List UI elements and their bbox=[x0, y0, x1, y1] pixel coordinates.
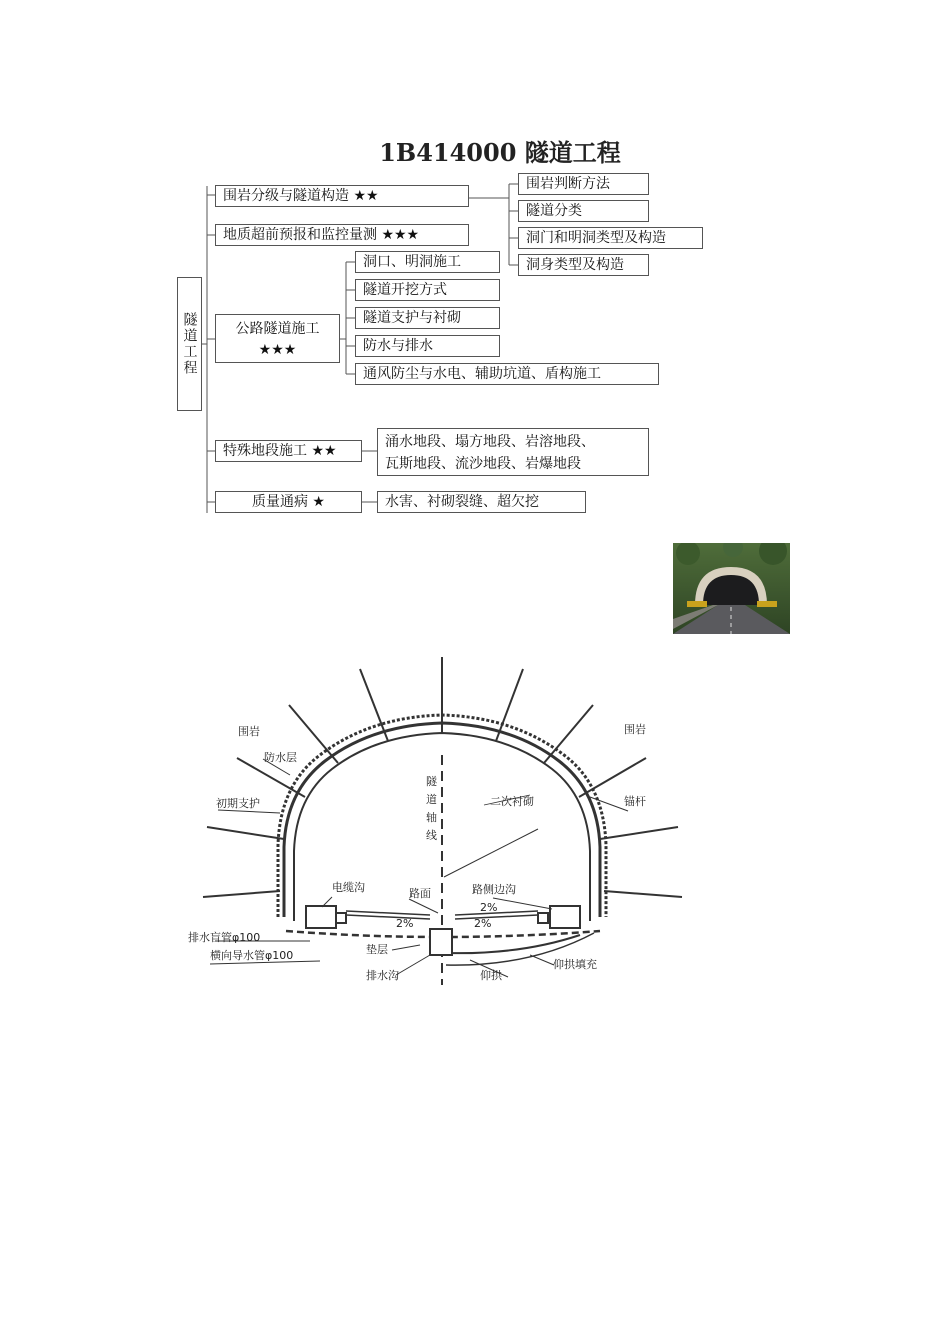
label-chuqi-zhihu: 初期支护 bbox=[216, 797, 260, 810]
tunnel-cross-section bbox=[180, 655, 700, 995]
node-fangshui-paishui: 防水与排水 bbox=[355, 335, 500, 357]
label-paishui-mangguan: 排水盲管φ100 bbox=[188, 931, 261, 944]
node-suidao-fenlei: 隧道分类 bbox=[518, 200, 649, 222]
label-slope-c: 2% bbox=[474, 917, 492, 930]
label-paishuigou: 排水沟 bbox=[366, 969, 399, 982]
label-axis-3: 轴 bbox=[426, 811, 437, 824]
node-zhiliang-tongbing: 质量通病 ★ bbox=[215, 491, 362, 513]
node-tongfeng-shuidian: 通风防尘与水电、辅助坑道、盾构施工 bbox=[355, 363, 659, 385]
label-dianceng: 垫层 bbox=[366, 943, 388, 956]
node-dizhi-yubao: 地质超前预报和监控量测 ★★★ bbox=[215, 224, 469, 246]
label-slope-a: 2% bbox=[480, 901, 498, 914]
node-teshu-diduan: 特殊地段施工 ★★ bbox=[215, 440, 362, 462]
label-weiyan-left: 围岩 bbox=[238, 725, 260, 738]
label-hengxiang-daoshuiguan: 横向导水管φ100 bbox=[210, 949, 294, 962]
label-luce-biangou: 路侧边沟 bbox=[472, 883, 516, 896]
label-yanggong: 仰拱 bbox=[480, 969, 502, 982]
node-kaiwa-fangshi: 隧道开挖方式 bbox=[355, 279, 500, 301]
node-gonglu-suidao bbox=[215, 314, 340, 363]
label-lumian: 路面 bbox=[409, 887, 431, 900]
node-gonglu-stars: ★★★ bbox=[258, 342, 297, 358]
node-teshu-list bbox=[377, 428, 649, 476]
page-title: 1B414000 隧道工程 bbox=[379, 138, 621, 167]
label-axis-1: 隧 bbox=[426, 775, 437, 788]
node-zhihu-chenqi: 隧道支护与衬砌 bbox=[355, 307, 500, 329]
node-teshu-line1: 涌水地段、塌方地段、岩溶地段、 bbox=[385, 434, 595, 450]
label-dianlangou: 电缆沟 bbox=[332, 881, 365, 894]
tunnel-photo bbox=[673, 543, 790, 634]
label-axis-2: 道 bbox=[426, 793, 437, 806]
node-dongmen-mingdong: 洞门和明洞类型及构造 bbox=[518, 227, 703, 249]
label-erci-chenqi: 二次衬砌 bbox=[490, 795, 534, 808]
node-zhiliang-list: 水害、衬砌裂缝、超欠挖 bbox=[377, 491, 586, 513]
node-gonglu-label: 公路隧道施工 bbox=[235, 321, 320, 337]
label-slope-b: 2% bbox=[396, 917, 414, 930]
node-dongshen-leixing: 洞身类型及构造 bbox=[518, 254, 649, 276]
node-teshu-line2: 瓦斯地段、流沙地段、岩爆地段 bbox=[385, 456, 581, 472]
root-node: 隧道工程 bbox=[177, 277, 202, 411]
label-maogan: 锚杆 bbox=[624, 795, 646, 808]
node-weiyan-panduan: 围岩判断方法 bbox=[518, 173, 649, 195]
label-fangshuiceng: 防水层 bbox=[264, 751, 297, 764]
label-yanggong-tianchong: 仰拱填充 bbox=[553, 958, 597, 971]
node-dongkou-mingdong: 洞口、明洞施工 bbox=[355, 251, 500, 273]
node-weiyan-fenji: 围岩分级与隧道构造 ★★ bbox=[215, 185, 469, 207]
label-weiyan-right: 围岩 bbox=[624, 723, 646, 736]
label-axis-4: 线 bbox=[426, 829, 437, 842]
